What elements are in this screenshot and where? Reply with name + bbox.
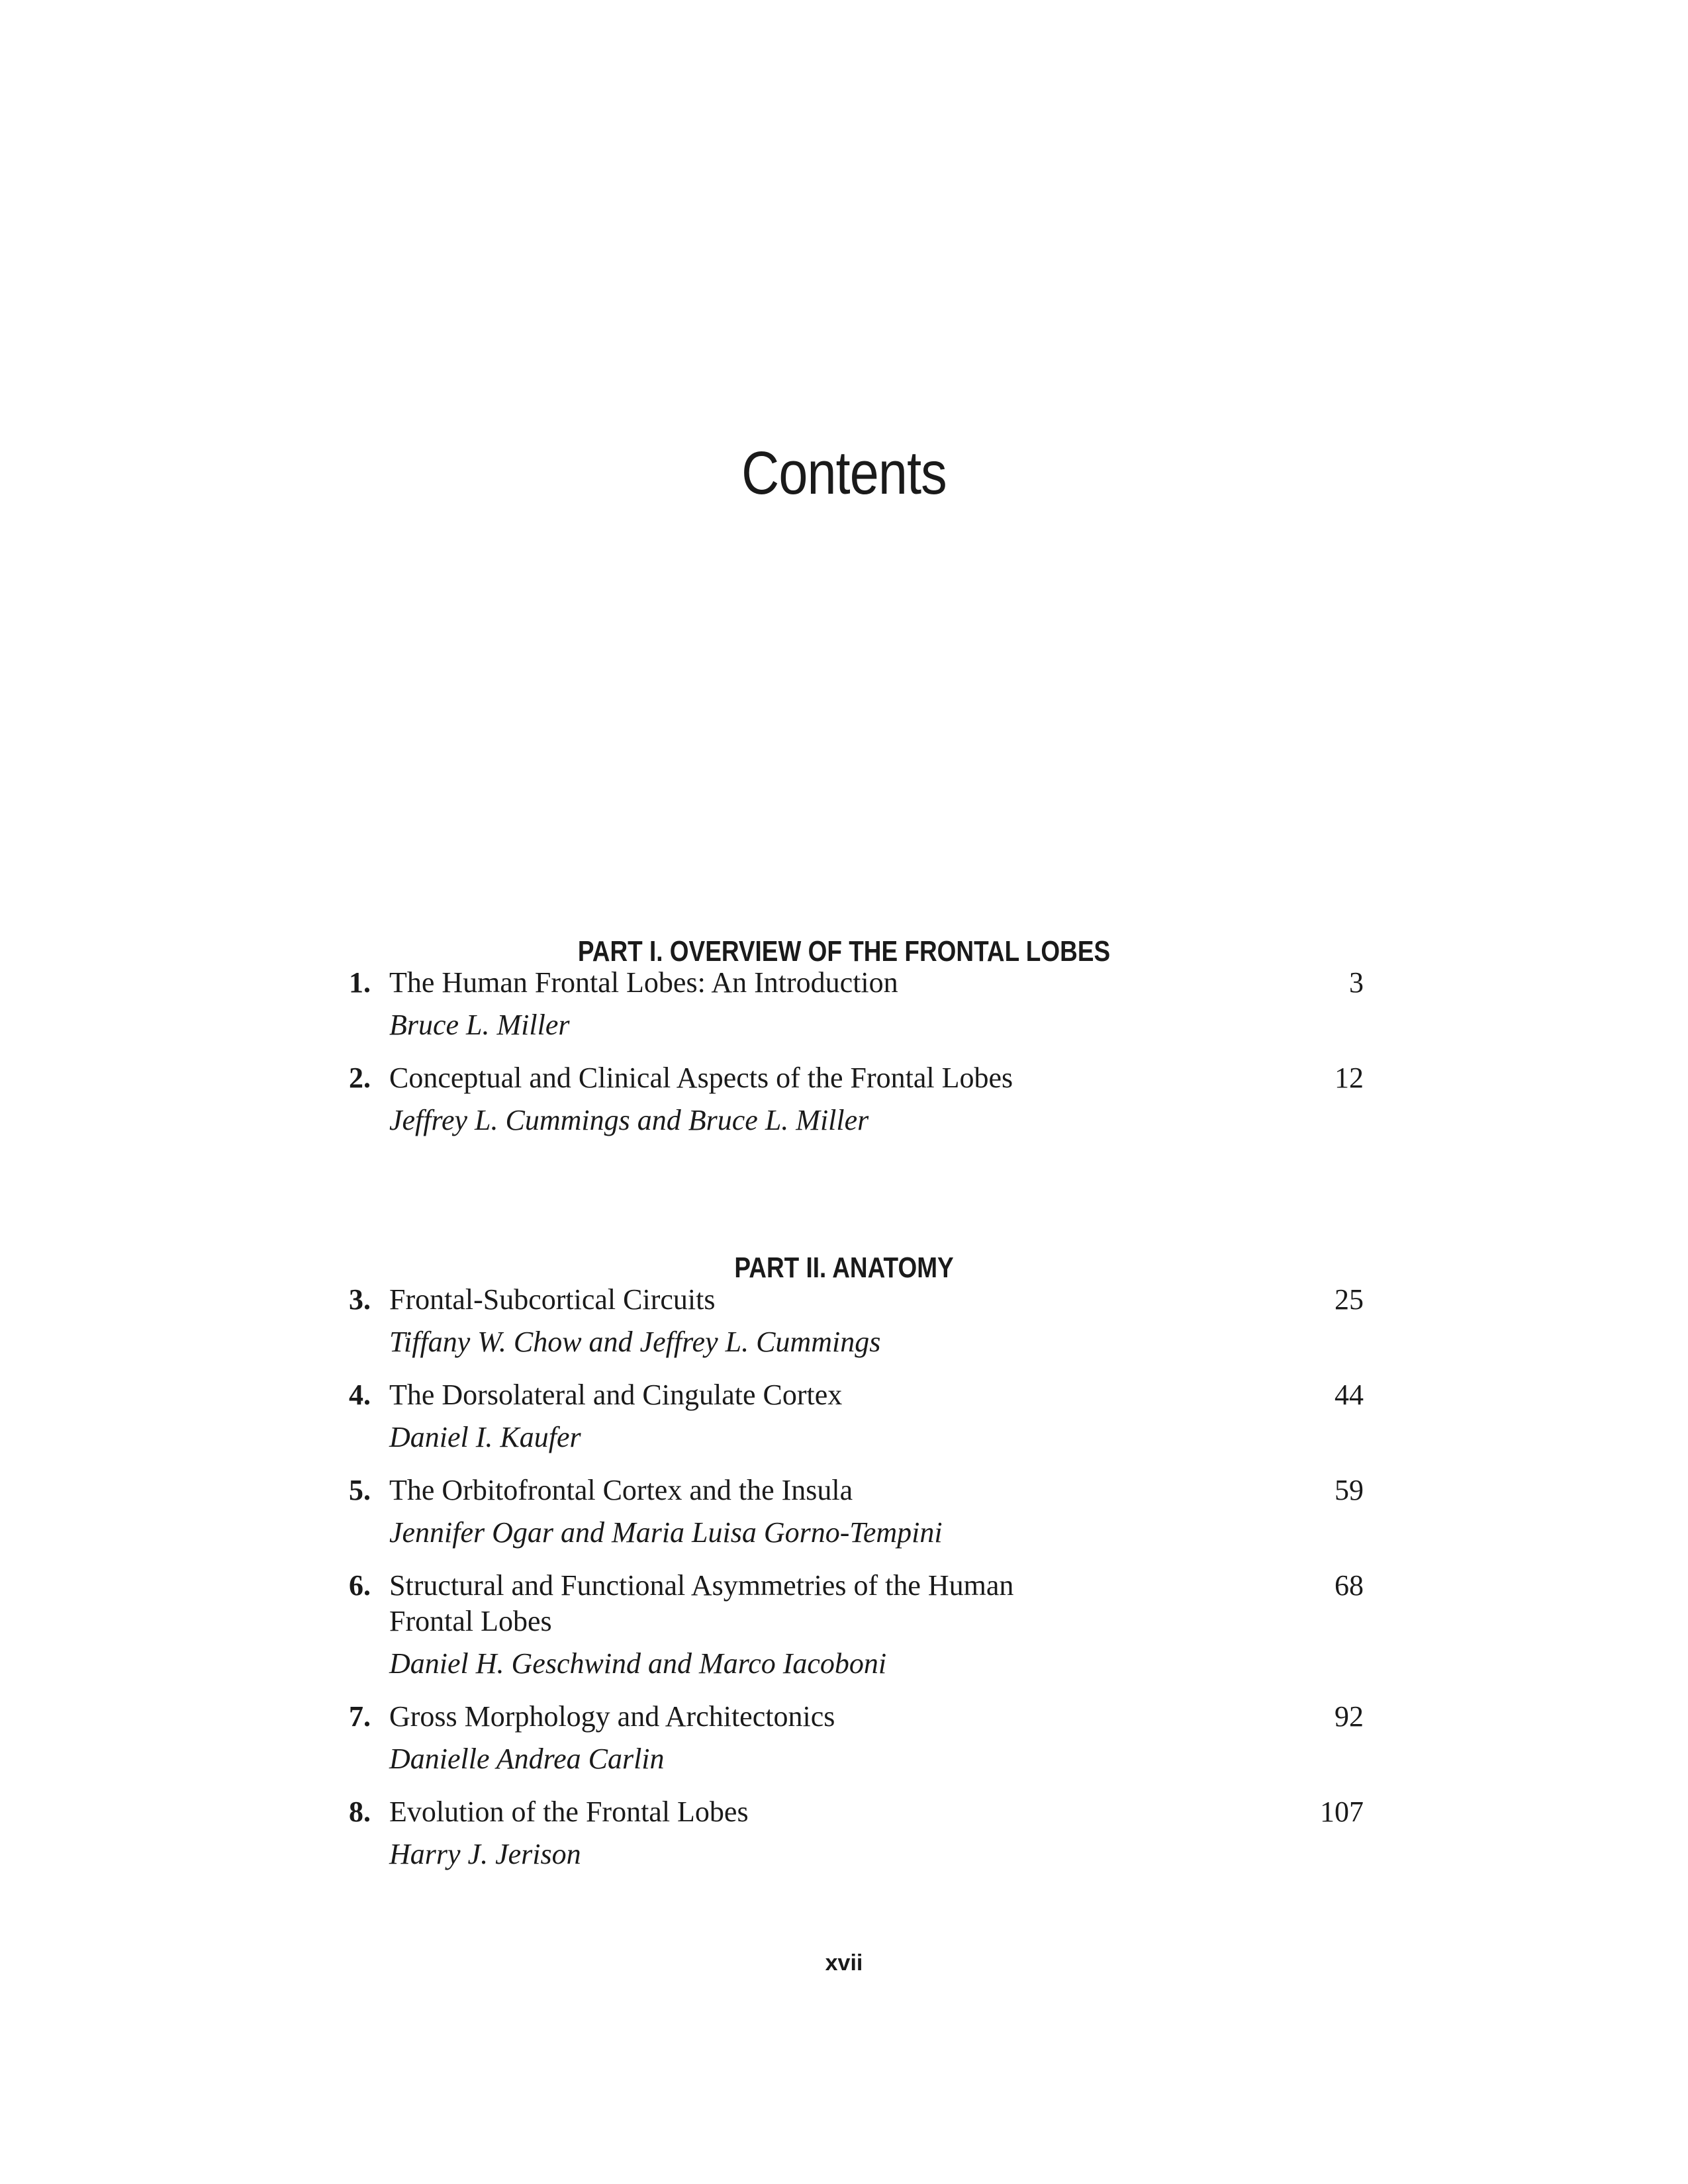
chapter-number: 1.: [349, 966, 371, 999]
chapter-page: 59: [1335, 1474, 1364, 1506]
chapter-page: 107: [1320, 1796, 1364, 1828]
chapter-author: Daniel I. Kaufer: [389, 1421, 581, 1453]
part-heading: PART I. OVERVIEW OF THE FRONTAL LOBES: [577, 935, 1111, 968]
chapter-number: 8.: [349, 1796, 371, 1828]
chapter-number: 3.: [349, 1283, 371, 1316]
page-number: xvii: [825, 1950, 863, 1976]
chapter-page: 92: [1335, 1700, 1364, 1733]
chapter-title: Conceptual and Clinical Aspects of the Frontal Lobes: [389, 1062, 1013, 1094]
chapter-title: The Human Frontal Lobes: An Introduction: [389, 966, 898, 999]
chapter-author: Jennifer Ogar and Maria Luisa Gorno-Tempini: [389, 1516, 943, 1549]
chapter-author: Jeffrey L. Cummings and Bruce L. Miller: [389, 1104, 869, 1136]
chapter-title: Frontal-Subcortical Circuits: [389, 1283, 716, 1316]
chapter-author: Danielle Andrea Carlin: [389, 1743, 665, 1775]
chapter-number: 6.: [349, 1569, 371, 1602]
chapter-number: 5.: [349, 1474, 371, 1506]
chapter-title: The Orbitofrontal Cortex and the Insula: [389, 1474, 853, 1506]
chapter-title: The Dorsolateral and Cingulate Cortex: [389, 1379, 843, 1411]
chapter-author: Bruce L. Miller: [389, 1009, 570, 1041]
chapter-author: Tiffany W. Chow and Jeffrey L. Cummings: [389, 1326, 881, 1358]
chapter-page: 3: [1349, 966, 1364, 999]
chapter-number: 2.: [349, 1062, 371, 1094]
part-heading: PART II. ANATOMY: [734, 1251, 954, 1284]
page-title: Contents: [741, 439, 947, 507]
chapter-page: 68: [1335, 1569, 1364, 1602]
chapter-author: Harry J. Jerison: [389, 1838, 581, 1870]
chapter-title: Gross Morphology and Architectonics: [389, 1700, 835, 1733]
chapter-author: Daniel H. Geschwind and Marco Iacoboni: [389, 1647, 887, 1680]
chapter-number: 7.: [349, 1700, 371, 1733]
chapter-title: Evolution of the Frontal Lobes: [389, 1796, 749, 1828]
chapter-page: 25: [1335, 1283, 1364, 1316]
chapter-title: Structural and Functional Asymmetries of the Human Frontal Lobes: [389, 1569, 1014, 1637]
chapter-page: 12: [1335, 1062, 1364, 1094]
chapter-number: 4.: [349, 1379, 371, 1411]
chapter-page: 44: [1335, 1379, 1364, 1411]
